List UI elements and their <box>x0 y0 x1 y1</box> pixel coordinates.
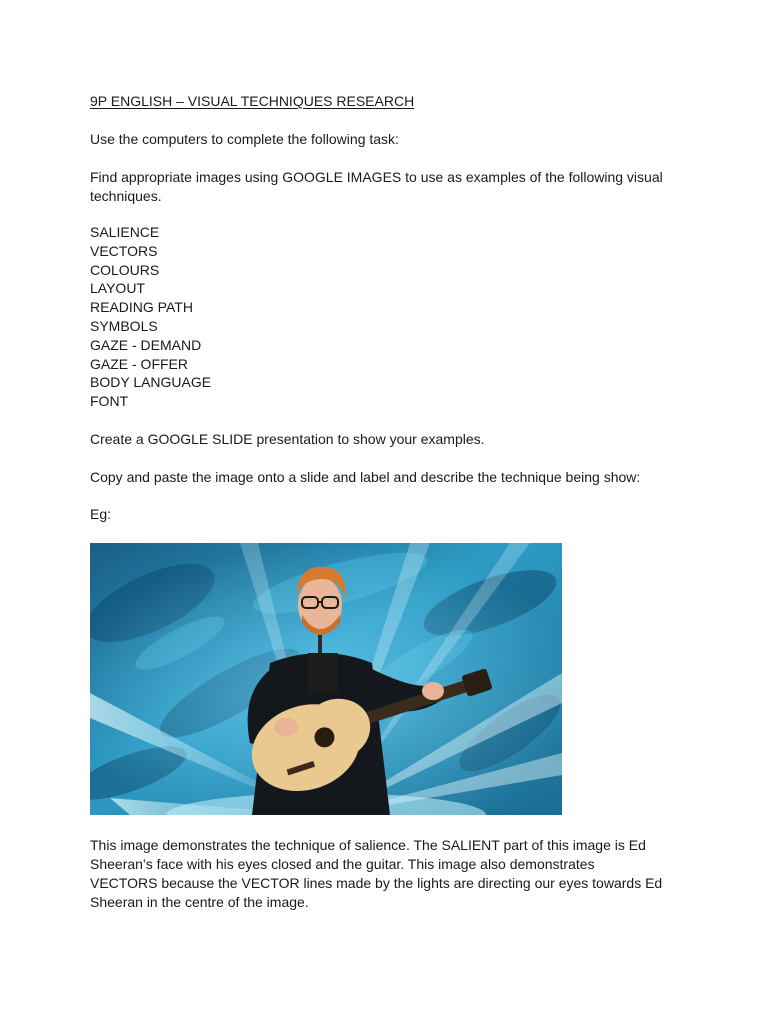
list-item: FONT <box>90 393 129 410</box>
example-photo <box>90 543 562 815</box>
example-label: Eg: <box>90 506 112 522</box>
presentation-instruction: Create a GOOGLE SLIDE presentation to show your examples. <box>90 431 485 447</box>
list-item: SYMBOLS <box>90 317 158 334</box>
techniques-list <box>90 223 211 411</box>
performer-illustration <box>90 543 562 815</box>
list-item: GAZE - DEMAND <box>90 336 202 353</box>
list-item: LAYOUT <box>90 280 145 297</box>
task-text: Find appropriate images using GOOGLE IMAGES to use as examples of the following visual techniques. <box>90 169 663 204</box>
copy-instruction: Copy and paste the image onto a slide and label and describe the technique being show: <box>90 469 641 485</box>
list-item: READING PATH <box>90 299 193 316</box>
list-item: SALIENCE <box>90 224 160 240</box>
instruction-text: Use the computers to complete the following task: <box>90 131 399 147</box>
list-item: GAZE - OFFER <box>90 355 188 372</box>
document-title: 9P ENGLISH – VISUAL TECHNIQUES RESEARCH <box>90 93 415 109</box>
image-caption: This image demonstrates the technique of salience. The SALIENT part of this image is Ed Sheeran’s face with his eyes closed and the guitar. This image also demonstrates VECTORS because the VECTOR lines made by the lights are directing our eyes towards Ed Sheeran in the centre of the image. <box>90 837 663 910</box>
list-item: COLOURS <box>90 261 160 278</box>
list-item: BODY LANGUAGE <box>90 374 212 391</box>
list-item: VECTORS <box>90 242 158 259</box>
